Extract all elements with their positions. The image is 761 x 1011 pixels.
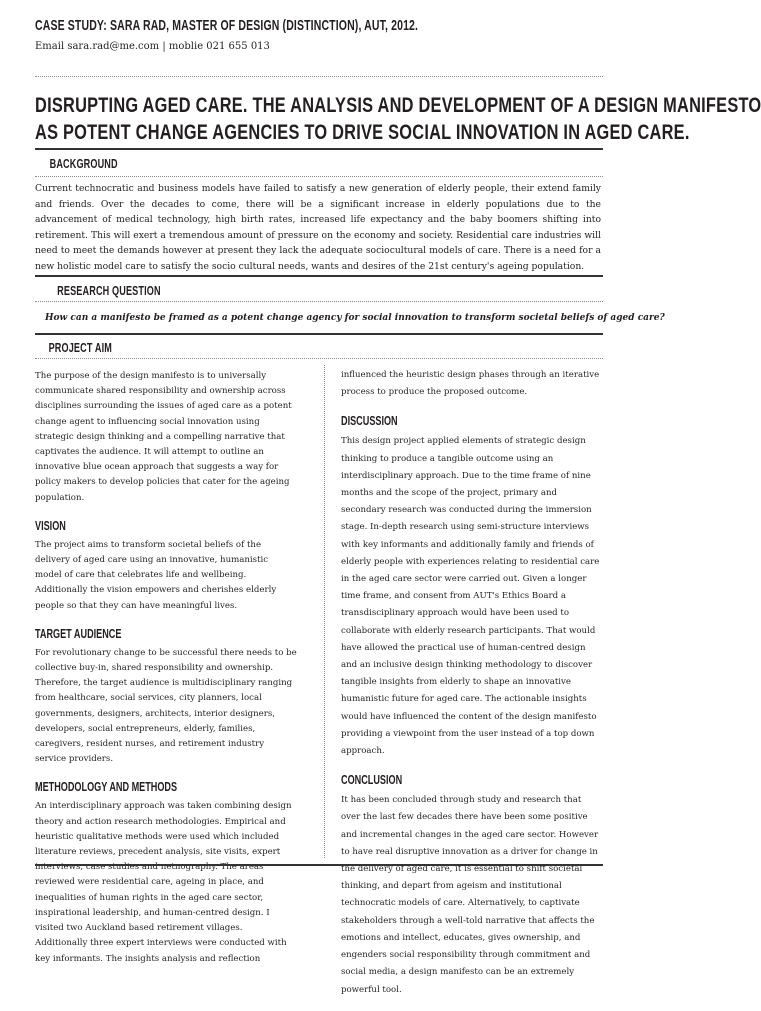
research-question-heading: RESEARCH QUESTION <box>57 283 161 298</box>
discussion-heading: DISCUSSION <box>341 413 398 429</box>
target-audience-text: For revolutionary change to be successful there needs to be collective buy-in, shared responsibility and ownership. Therefore, the target audience is multidisciplinary ranging from healthcare, social services, city planners, local governments, designers, architects, interior designers, developers, social entrepreneurs, elderly, families, caregivers, resident nurses, and retirement industry service providers. <box>35 647 297 765</box>
dotted-divider <box>35 358 603 359</box>
conclusion-heading: CONCLUSION <box>341 772 403 788</box>
methodology-continuation: influenced the heuristic design phases through an iterative process to produce the proposed outcome. <box>341 370 600 398</box>
contact-info: Email sara.rad@me.com | moblie 021 655 013 <box>35 41 270 52</box>
section-rule <box>35 333 603 335</box>
discussion-text: This design project applied elements of strategic design thinking to produce a tangible outcome using an interdisciplinary approach. Due to the time frame of nine months and the scope of the project, primary and secondary research was conducted during the immersion stage. In-depth research using semi-structure interviews with key informants and additionally family and friends of elderly people with experiences relating to residential care in the aged care sector were carried out. Given a longer time frame, and consent from AUT's Ethics Board a transdisciplinary approach would have been used to collaborate with elderly research participants. That would have allowed the practical use of human-centred design and an inclusive design thinking methodology to discover tangible insights from elderly to shape an innovative humanistic future for aged care. The actionable insights would have influenced the content of the design manifesto providing a viewpoint from the user instead of a top down approach. <box>341 436 600 757</box>
case-study-title: CASE STUDY: SARA RAD, MASTER OF DESIGN (DISTINCTION), AUT, 2012. <box>35 17 419 34</box>
conclusion-text: It has been concluded through study and research that over the last few decades there have been some positive and incremental changes in the aged care sector. However to have real disruptive innovation as a driver for change in the delivery of aged care, it is essential to shift societal thinking, and depart from ageism and institutional technocratic models of care. Alternatively, to captivate stakeholders through a well-told narrative that affects the emotions and intellect, educates, gives ownership, and engenders social responsibility through commitment and social media, a design manifesto can be an extremely powerful tool. <box>341 795 599 995</box>
methodology-text: An interdisciplinary approach was taken combining design theory and action research methodologies. Empirical and heuristic qualitative methods were used which included literature reviews, precedent analysis, site visits, expert interviews, case studies and netnography. The areas reviewed were residential care, ageing in place, and inequalities of human rights in the aged care sector, inspirational leadership, and human-centred design. I visited two Auckland based retirement villages. Additionally three expert interviews were conducted with key informants. The insights analysis and reflection <box>35 801 292 964</box>
background-text: Current technocratic and business models have failed to satisfy a new generation of elderly people, their extend family and friends. Over the decades to come, there will be a significant increase in elderly populations due to the advancement of medical technology, high birth rates, increased life expectancy and the baby boomers shifting into retirement. This will exert a tremendous amount of pressure on the economy and society. Residential care industries will need to meet the demands however at present they lack the adequate sociocultural models of care. There is a need for a new holistic model care to satisfy the socio cultural needs, wants and desires of the 21st century's ageing population. <box>35 183 601 272</box>
right-column <box>341 367 603 1011</box>
left-column <box>35 369 297 979</box>
project-aim-heading: PROJECT AIM <box>48 340 112 355</box>
section-rule <box>35 275 603 277</box>
target-audience-heading: TARGET AUDIENCE <box>35 625 122 641</box>
vision-text: The project aims to transform societal beliefs of the delivery of aged care using an innovative, humanistic model of care that celebrates life and wellbeing. Additionally the vision empowers and cherishes elderly people so that they can have meaningful lives. <box>35 539 277 611</box>
main-title-line-2: AS POTENT CHANGE AGENCIES TO DRIVE SOCIAL INNOVATION IN AGED CARE. <box>35 121 690 144</box>
title-rule <box>35 148 603 150</box>
main-title-line-1: DISRUPTING AGED CARE. THE ANALYSIS AND DEVELOPMENT OF A DESIGN MANIFESTO <box>35 94 761 117</box>
research-question-text: How can a manifesto be framed as a potent change agency for social innovation to transform societal beliefs of aged care? <box>45 313 665 323</box>
column-divider <box>324 365 325 858</box>
methodology-heading: METHODOLOGY AND METHODS <box>35 779 178 795</box>
dotted-divider <box>35 176 603 177</box>
bottom-rule <box>35 864 603 866</box>
vision-heading: VISION <box>35 517 66 533</box>
dotted-divider <box>35 301 603 302</box>
dotted-divider <box>35 76 603 77</box>
background-heading: BACKGROUND <box>49 156 118 171</box>
main-title <box>35 92 761 146</box>
project-aim-text: The purpose of the design manifesto is to universally communicate shared responsibility and ownership across disciplines surrounding the issues of aged care as a potent change agent to influencing social innovation using strategic design thinking and a compelling narrative that captivates the audience. It will attempt to outline an innovative blue ocean approach that suggests a way for policy makers to develop policies that cater for the ageing population. <box>35 371 292 503</box>
